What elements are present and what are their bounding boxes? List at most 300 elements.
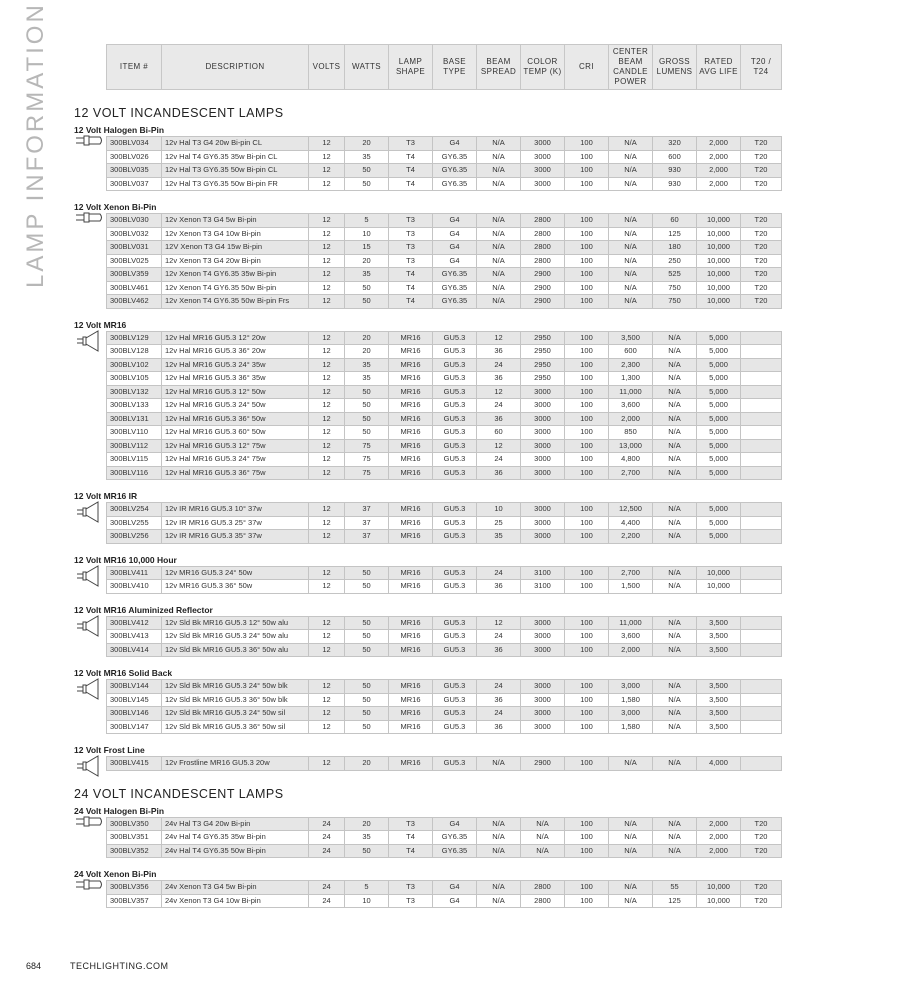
bipin-lamp-icon: [74, 134, 104, 158]
table-cell: 3000: [521, 616, 565, 630]
table-cell: T4: [389, 164, 433, 178]
table-row: [107, 241, 782, 255]
table-cell: 24: [309, 881, 345, 895]
table-cell: 20: [345, 757, 389, 771]
table-cell: 5,000: [697, 399, 741, 413]
table-cell: 100: [565, 150, 609, 164]
description-cell: 24v Xenon T3 G4 10w Bi-pin: [162, 894, 309, 908]
table-cell: 75: [345, 439, 389, 453]
column-header: ITEM #: [107, 45, 162, 90]
table-cell: N/A: [609, 214, 653, 228]
lamp-group: [0, 756, 900, 771]
bipin-lamp-icon: [74, 815, 104, 839]
column-header: LAMP SHAPE: [389, 45, 433, 90]
table-cell: 5,000: [697, 439, 741, 453]
section-title: 24 VOLT INCANDESCENT LAMPS: [74, 786, 284, 801]
description-cell: 12v MR16 GU5.3 24° 50w: [162, 566, 309, 580]
table-cell: T4: [389, 281, 433, 295]
table-cell: N/A: [653, 643, 697, 657]
table-cell: N/A: [609, 227, 653, 241]
category-title: 12 Volt Frost Line: [74, 745, 145, 755]
table-cell: 10,000: [697, 566, 741, 580]
table-cell: 35: [477, 530, 521, 544]
column-header: CRI: [565, 45, 609, 90]
table-cell: N/A: [653, 439, 697, 453]
table-cell: 10: [477, 503, 521, 517]
table-cell: T3: [389, 894, 433, 908]
column-header: CENTER BEAM CANDLE POWER: [609, 45, 653, 90]
table-cell: 320: [653, 137, 697, 151]
table-cell: MR16: [389, 530, 433, 544]
table-cell: MR16: [389, 503, 433, 517]
table-cell: GU5.3: [433, 643, 477, 657]
table-cell: 10,000: [697, 254, 741, 268]
table-cell: 2,000: [697, 831, 741, 845]
table-cell: 750: [653, 295, 697, 309]
table-cell: T20: [741, 254, 782, 268]
table-cell: 12: [309, 503, 345, 517]
table-row: [107, 831, 782, 845]
table-cell: T20: [741, 817, 782, 831]
table-cell: 100: [565, 268, 609, 282]
table-cell: 5,000: [697, 385, 741, 399]
table-cell: N/A: [653, 693, 697, 707]
table-cell: 125: [653, 894, 697, 908]
table-cell: T4: [389, 295, 433, 309]
item-number-cell: 300BLV131: [107, 412, 162, 426]
table-cell: 12: [309, 164, 345, 178]
table-cell: [741, 345, 782, 359]
table-cell: N/A: [653, 707, 697, 721]
table-cell: 50: [345, 385, 389, 399]
table-row: [107, 680, 782, 694]
table-cell: 50: [345, 616, 389, 630]
table-cell: 25: [477, 516, 521, 530]
table-cell: N/A: [477, 137, 521, 151]
description-cell: 12v Hal MR16 GU5.3 24° 75w: [162, 453, 309, 467]
table-cell: 100: [565, 137, 609, 151]
item-number-cell: 300BLV025: [107, 254, 162, 268]
description-cell: 24v Hal T3 G4 20w Bi-pin: [162, 817, 309, 831]
table-cell: GU5.3: [433, 372, 477, 386]
table-cell: 10,000: [697, 295, 741, 309]
table-row: [107, 503, 782, 517]
table-cell: 50: [345, 630, 389, 644]
table-cell: N/A: [477, 894, 521, 908]
lamp-table: [106, 679, 782, 734]
table-cell: 100: [565, 412, 609, 426]
table-cell: T20: [741, 241, 782, 255]
table-row: [107, 643, 782, 657]
table-cell: 3000: [521, 466, 565, 480]
table-cell: T20: [741, 268, 782, 282]
table-cell: 12: [309, 720, 345, 734]
table-cell: [741, 439, 782, 453]
table-cell: GY6.35: [433, 268, 477, 282]
table-cell: 60: [477, 426, 521, 440]
category-title: 12 Volt MR16: [74, 319, 127, 330]
table-cell: N/A: [609, 881, 653, 895]
table-cell: GU5.3: [433, 616, 477, 630]
table-cell: GY6.35: [433, 281, 477, 295]
table-cell: 3000: [521, 453, 565, 467]
table-cell: MR16: [389, 566, 433, 580]
table-cell: GU5.3: [433, 331, 477, 345]
table-cell: 100: [565, 281, 609, 295]
table-cell: 5,000: [697, 358, 741, 372]
table-cell: 10,000: [697, 227, 741, 241]
table-cell: 50: [345, 680, 389, 694]
item-number-cell: 300BLV350: [107, 817, 162, 831]
mr16-lamp-icon: [74, 564, 104, 588]
table-cell: 12: [309, 680, 345, 694]
table-cell: 36: [477, 372, 521, 386]
table-cell: [741, 630, 782, 644]
table-cell: N/A: [653, 358, 697, 372]
side-title: LAMP INFORMATION: [22, 2, 49, 289]
table-cell: 100: [565, 254, 609, 268]
table-cell: 12: [309, 331, 345, 345]
table-cell: N/A: [477, 150, 521, 164]
table-cell: T4: [389, 268, 433, 282]
table-cell: 12: [309, 516, 345, 530]
table-row: [107, 817, 782, 831]
table-cell: 35: [345, 268, 389, 282]
table-cell: MR16: [389, 358, 433, 372]
table-row: [107, 693, 782, 707]
table-cell: 50: [345, 412, 389, 426]
table-row: [107, 164, 782, 178]
table-cell: 35: [345, 372, 389, 386]
table-cell: 525: [653, 268, 697, 282]
table-cell: 2,000: [697, 177, 741, 191]
table-row: [107, 566, 782, 580]
category-title: 24 Volt Xenon Bi-Pin: [74, 869, 157, 879]
table-cell: GU5.3: [433, 503, 477, 517]
table-cell: 3100: [521, 580, 565, 594]
description-cell: 12v MR16 GU5.3 36° 50w: [162, 580, 309, 594]
category-title: 12 Volt MR16 Solid Back: [74, 668, 173, 678]
lamp-table: [106, 756, 782, 771]
item-number-cell: 300BLV357: [107, 894, 162, 908]
table-cell: 37: [345, 516, 389, 530]
table-cell: 100: [565, 439, 609, 453]
table-cell: 2,700: [609, 566, 653, 580]
table-cell: 100: [565, 693, 609, 707]
table-cell: MR16: [389, 412, 433, 426]
table-cell: 100: [565, 503, 609, 517]
table-cell: 36: [477, 720, 521, 734]
item-number-cell: 300BLV254: [107, 503, 162, 517]
table-cell: 12: [309, 530, 345, 544]
item-number-cell: 300BLV110: [107, 426, 162, 440]
table-cell: 55: [653, 881, 697, 895]
table-cell: 100: [565, 372, 609, 386]
lamp-group: [0, 880, 900, 908]
table-row: [107, 268, 782, 282]
table-cell: 15: [345, 241, 389, 255]
table-cell: GY6.35: [433, 295, 477, 309]
table-cell: T20: [741, 137, 782, 151]
table-cell: T20: [741, 150, 782, 164]
table-cell: GY6.35: [433, 177, 477, 191]
table-cell: 12: [477, 439, 521, 453]
table-cell: [741, 757, 782, 771]
lamp-group: [0, 331, 900, 481]
table-cell: 2800: [521, 214, 565, 228]
table-cell: 12: [309, 630, 345, 644]
table-cell: 50: [345, 693, 389, 707]
table-cell: 2800: [521, 241, 565, 255]
table-cell: [741, 693, 782, 707]
table-cell: MR16: [389, 707, 433, 721]
table-cell: 3,500: [697, 707, 741, 721]
lamp-table: [106, 880, 782, 908]
item-number-cell: 300BLV462: [107, 295, 162, 309]
table-cell: N/A: [609, 844, 653, 858]
description-cell: 12v Hal MR16 GU5.3 12° 50w: [162, 385, 309, 399]
mr16-lamp-icon: [74, 754, 104, 778]
mr16-lamp-icon: [74, 329, 104, 353]
table-cell: [741, 580, 782, 594]
table-cell: GU5.3: [433, 345, 477, 359]
description-cell: 24v Xenon T3 G4 5w Bi-pin: [162, 881, 309, 895]
table-cell: T20: [741, 281, 782, 295]
table-cell: T20: [741, 214, 782, 228]
table-cell: 2,000: [697, 844, 741, 858]
table-cell: 10,000: [697, 881, 741, 895]
table-cell: 36: [477, 580, 521, 594]
table-cell: T4: [389, 177, 433, 191]
table-cell: 2900: [521, 281, 565, 295]
table-cell: 100: [565, 164, 609, 178]
table-cell: 12,500: [609, 503, 653, 517]
table-cell: 50: [345, 707, 389, 721]
item-number-cell: 300BLV032: [107, 227, 162, 241]
table-cell: 2900: [521, 268, 565, 282]
item-number-cell: 300BLV133: [107, 399, 162, 413]
table-cell: N/A: [477, 241, 521, 255]
table-cell: G4: [433, 227, 477, 241]
description-cell: 12v Sld Bk MR16 GU5.3 12° 50w alu: [162, 616, 309, 630]
category-title: 24 Volt Halogen Bi-Pin: [74, 805, 165, 816]
table-cell: 2800: [521, 894, 565, 908]
table-cell: 3000: [521, 164, 565, 178]
table-cell: 12: [309, 137, 345, 151]
table-cell: N/A: [653, 466, 697, 480]
table-cell: 12: [309, 566, 345, 580]
table-cell: 12: [309, 385, 345, 399]
category-title: 12 Volt Xenon Bi-Pin: [74, 202, 157, 212]
table-row: [107, 707, 782, 721]
table-cell: 3000: [521, 503, 565, 517]
table-cell: 12: [309, 412, 345, 426]
description-cell: 12v Sld Bk MR16 GU5.3 24° 50w blk: [162, 680, 309, 694]
table-cell: 100: [565, 295, 609, 309]
item-number-cell: 300BLV145: [107, 693, 162, 707]
table-cell: 50: [345, 720, 389, 734]
table-cell: 100: [565, 227, 609, 241]
item-number-cell: 300BLV105: [107, 372, 162, 386]
table-cell: 12: [309, 616, 345, 630]
table-cell: 35: [345, 358, 389, 372]
table-cell: 3000: [521, 399, 565, 413]
table-cell: 850: [609, 426, 653, 440]
table-cell: 50: [345, 164, 389, 178]
table-cell: 10,000: [697, 268, 741, 282]
description-cell: 12v Hal T3 GY6.35 50w Bi-pin CL: [162, 164, 309, 178]
table-cell: N/A: [653, 757, 697, 771]
table-cell: N/A: [653, 580, 697, 594]
description-cell: 24v Hal T4 GY6.35 35w Bi-pin: [162, 831, 309, 845]
header-row: [107, 45, 782, 90]
table-cell: GY6.35: [433, 831, 477, 845]
item-number-cell: 300BLV411: [107, 566, 162, 580]
table-cell: 3,500: [697, 680, 741, 694]
table-cell: N/A: [609, 254, 653, 268]
lamp-group: [0, 502, 900, 544]
column-header: WATTS: [345, 45, 389, 90]
table-cell: 5,000: [697, 503, 741, 517]
table-cell: 930: [653, 164, 697, 178]
table-cell: 5,000: [697, 412, 741, 426]
table-cell: T20: [741, 894, 782, 908]
table-cell: 3,500: [697, 693, 741, 707]
table-cell: 12: [309, 241, 345, 255]
table-cell: [741, 372, 782, 386]
table-cell: 1,580: [609, 720, 653, 734]
table-cell: T3: [389, 254, 433, 268]
table-row: [107, 881, 782, 895]
table-cell: N/A: [609, 177, 653, 191]
table-cell: MR16: [389, 680, 433, 694]
table-cell: GY6.35: [433, 150, 477, 164]
table-cell: 24: [477, 566, 521, 580]
table-cell: 12: [309, 643, 345, 657]
table-cell: 100: [565, 844, 609, 858]
table-cell: 100: [565, 331, 609, 345]
description-cell: 12v Xenon T3 G4 10w Bi-pin: [162, 227, 309, 241]
table-cell: [741, 516, 782, 530]
table-cell: 24: [477, 707, 521, 721]
table-cell: G4: [433, 817, 477, 831]
table-cell: N/A: [477, 281, 521, 295]
table-cell: 10: [345, 894, 389, 908]
table-cell: 2800: [521, 881, 565, 895]
table-cell: N/A: [477, 254, 521, 268]
table-cell: 12: [309, 345, 345, 359]
table-cell: 5,000: [697, 426, 741, 440]
table-cell: N/A: [609, 817, 653, 831]
table-cell: N/A: [477, 817, 521, 831]
table-cell: T20: [741, 881, 782, 895]
item-number-cell: 300BLV144: [107, 680, 162, 694]
lamp-group: [0, 136, 900, 191]
table-cell: GU5.3: [433, 680, 477, 694]
description-cell: 12v Hal T3 G4 20w Bi-pin CL: [162, 137, 309, 151]
table-row: [107, 630, 782, 644]
table-cell: N/A: [653, 817, 697, 831]
table-cell: N/A: [477, 844, 521, 858]
description-cell: 12v Hal MR16 GU5.3 24° 35w: [162, 358, 309, 372]
table-cell: N/A: [653, 503, 697, 517]
table-cell: 12: [309, 372, 345, 386]
table-cell: 600: [609, 345, 653, 359]
table-cell: 36: [477, 466, 521, 480]
table-row: [107, 177, 782, 191]
table-cell: 50: [345, 281, 389, 295]
table-cell: 20: [345, 137, 389, 151]
table-cell: 100: [565, 630, 609, 644]
table-cell: 100: [565, 358, 609, 372]
table-cell: 100: [565, 680, 609, 694]
table-cell: 11,000: [609, 616, 653, 630]
table-cell: N/A: [609, 757, 653, 771]
table-cell: N/A: [477, 164, 521, 178]
item-number-cell: 300BLV415: [107, 757, 162, 771]
table-row: [107, 580, 782, 594]
item-number-cell: 300BLV351: [107, 831, 162, 845]
table-cell: MR16: [389, 516, 433, 530]
table-cell: 3000: [521, 643, 565, 657]
table-cell: 2,200: [609, 530, 653, 544]
table-row: [107, 757, 782, 771]
table-cell: N/A: [609, 831, 653, 845]
table-cell: 100: [565, 831, 609, 845]
table-cell: G4: [433, 254, 477, 268]
table-cell: [741, 530, 782, 544]
table-cell: 35: [345, 150, 389, 164]
table-cell: N/A: [609, 894, 653, 908]
table-cell: 12: [477, 616, 521, 630]
table-cell: 3,500: [697, 720, 741, 734]
table-cell: 100: [565, 817, 609, 831]
table-row: [107, 894, 782, 908]
table-cell: GU5.3: [433, 580, 477, 594]
table-cell: 3,000: [609, 707, 653, 721]
table-cell: N/A: [653, 630, 697, 644]
table-cell: 2,000: [697, 150, 741, 164]
table-cell: N/A: [653, 412, 697, 426]
item-number-cell: 300BLV356: [107, 881, 162, 895]
table-cell: MR16: [389, 616, 433, 630]
table-cell: N/A: [653, 844, 697, 858]
table-cell: GU5.3: [433, 707, 477, 721]
item-number-cell: 300BLV132: [107, 385, 162, 399]
table-cell: T3: [389, 137, 433, 151]
table-cell: 5,000: [697, 345, 741, 359]
description-cell: 12v IR MR16 GU5.3 10° 37w: [162, 503, 309, 517]
table-cell: 750: [653, 281, 697, 295]
table-cell: [741, 720, 782, 734]
table-cell: [741, 453, 782, 467]
table-row: [107, 358, 782, 372]
table-cell: 24: [477, 358, 521, 372]
table-cell: T3: [389, 227, 433, 241]
table-cell: GY6.35: [433, 164, 477, 178]
table-cell: 12: [309, 281, 345, 295]
table-cell: [741, 566, 782, 580]
column-header: BEAM SPREAD: [477, 45, 521, 90]
lamp-table: [106, 566, 782, 594]
description-cell: 12v Hal MR16 GU5.3 12° 20w: [162, 331, 309, 345]
table-cell: 5,000: [697, 453, 741, 467]
table-cell: N/A: [477, 227, 521, 241]
table-cell: 12: [309, 580, 345, 594]
table-cell: MR16: [389, 757, 433, 771]
column-header: DESCRIPTION: [162, 45, 309, 90]
table-cell: 5,000: [697, 466, 741, 480]
